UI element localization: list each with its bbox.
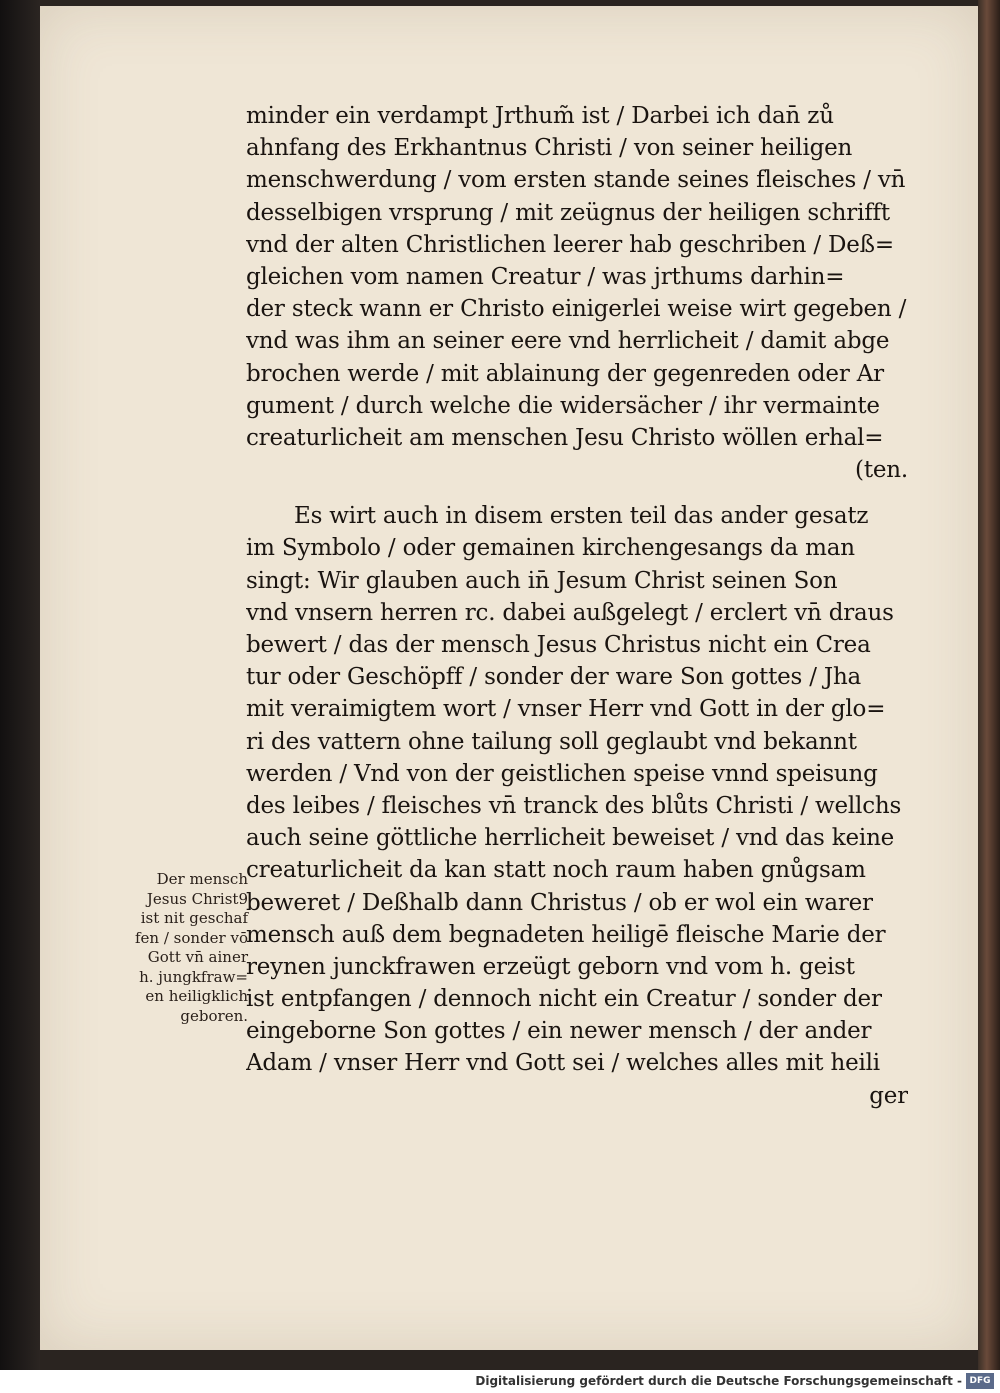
funding-credit: Digitalisierung gefördert durch die Deutsche Forschungsgemeinschaft - [475, 1374, 962, 1388]
gloss-line: en heiligklich [145, 987, 248, 1005]
main-text-block [246, 100, 908, 1112]
gloss-line: fen / sonder vō [135, 928, 248, 947]
text-line: minder ein verdampt Jrthum̃ ist / Darbei ich dan̄ zů [246, 103, 834, 129]
text-line: gleichen vom namen Creatur / was jrthums darhin= [246, 263, 845, 290]
text-line: werden / Vnd von der geistlichen speise vnnd speisung [246, 760, 878, 787]
text-line: mit veraimigtem wort / vnser Herr vnd Gott in der glo= [246, 696, 886, 723]
text-line: beweret / Deßhalb dann Christus / ob er wol ein warer [246, 889, 873, 916]
text-line: menschwerdung / vom ersten stande seines fleisches / vn̄ [246, 167, 906, 194]
text-line: bewert / das der mensch Jesus Christus nicht ein Crea [246, 632, 871, 658]
text-line: tur oder Geschöpff / sonder der ware Son gottes / Jha [246, 664, 862, 691]
text-line: reynen junckfrawen erzeügt geborn vnd vom h. geist [246, 953, 855, 980]
text-line: ist entpfangen / dennoch nicht ein Creatur / sonder der [246, 986, 882, 1013]
gloss-line: Gott vn̄ ainer [147, 948, 248, 966]
text-line: vnd der alten Christlichen leerer hab geschriben / Deß= [246, 231, 894, 258]
text-line: singt: Wir glauben auch in̄ Jesum Christ seinen Son [246, 567, 838, 594]
catchword: ger [869, 1082, 908, 1109]
book-cover-edge [978, 0, 1000, 1370]
text-line: desselbigen vrsprung / mit zeügnus der heiligen schrifft [246, 199, 890, 226]
gloss-line: h. jungkfraw= [139, 967, 248, 986]
text-line: des leibes / fleisches vn̄ tranck des blůts Christi / wellchs [246, 792, 902, 819]
text-line: vnd vnsern herren rc. dabei außgelegt / erclert vn̄ draus [246, 599, 894, 626]
margin-gloss [108, 870, 248, 1026]
gloss-line: Der mensch [156, 870, 248, 888]
gloss-line: Jesus Christ9 [146, 889, 248, 908]
gloss-line: ist nit geschaf [140, 909, 248, 927]
text-line: brochen werde / mit ablainung der gegenreden oder Ar [246, 360, 884, 387]
book-spine-shadow [0, 0, 40, 1370]
text-line: vnd was ihm an seiner eere vnd herrlicheit / damit abge [246, 328, 890, 355]
paragraph-start: Es wirt auch in disem ersten teil das ander gesatz [294, 503, 869, 530]
text-line: gument / durch welche die widersächer / ihr vermainte [246, 392, 880, 419]
text-line: eingeborne Son gottes / ein newer mensch / der ander [246, 1018, 872, 1045]
text-line: im Symbolo / oder gemainen kirchengesangs da man [246, 535, 855, 562]
dfg-logo-icon: DFG [966, 1373, 994, 1389]
footer-bar [0, 1370, 1000, 1393]
text-line: ri des vattern ohne tailung soll geglaubt vnd bekannt [246, 728, 857, 755]
text-line: mensch auß dem begnadeten heiligē fleische Marie der [246, 921, 886, 948]
text-line: Adam / vnser Herr vnd Gott sei / welches alles mit heili [246, 1050, 880, 1077]
text-line: creaturlicheit am menschen Jesu Christo wöllen erhal= [246, 424, 884, 451]
text-line: ahnfang des Erkhantnus Christi / von seiner heiligen [246, 135, 853, 162]
text-line: der steck wann er Christo einigerlei weise wirt gegeben / [246, 296, 907, 323]
text-line: creaturlicheit da kan statt noch raum haben gnůgsam [246, 857, 866, 884]
gloss-line: geboren. [180, 1006, 248, 1025]
text-line-end: (ten. [855, 457, 908, 484]
text-line: auch seine göttliche herrlicheit beweiset / vnd das keine [246, 825, 895, 852]
